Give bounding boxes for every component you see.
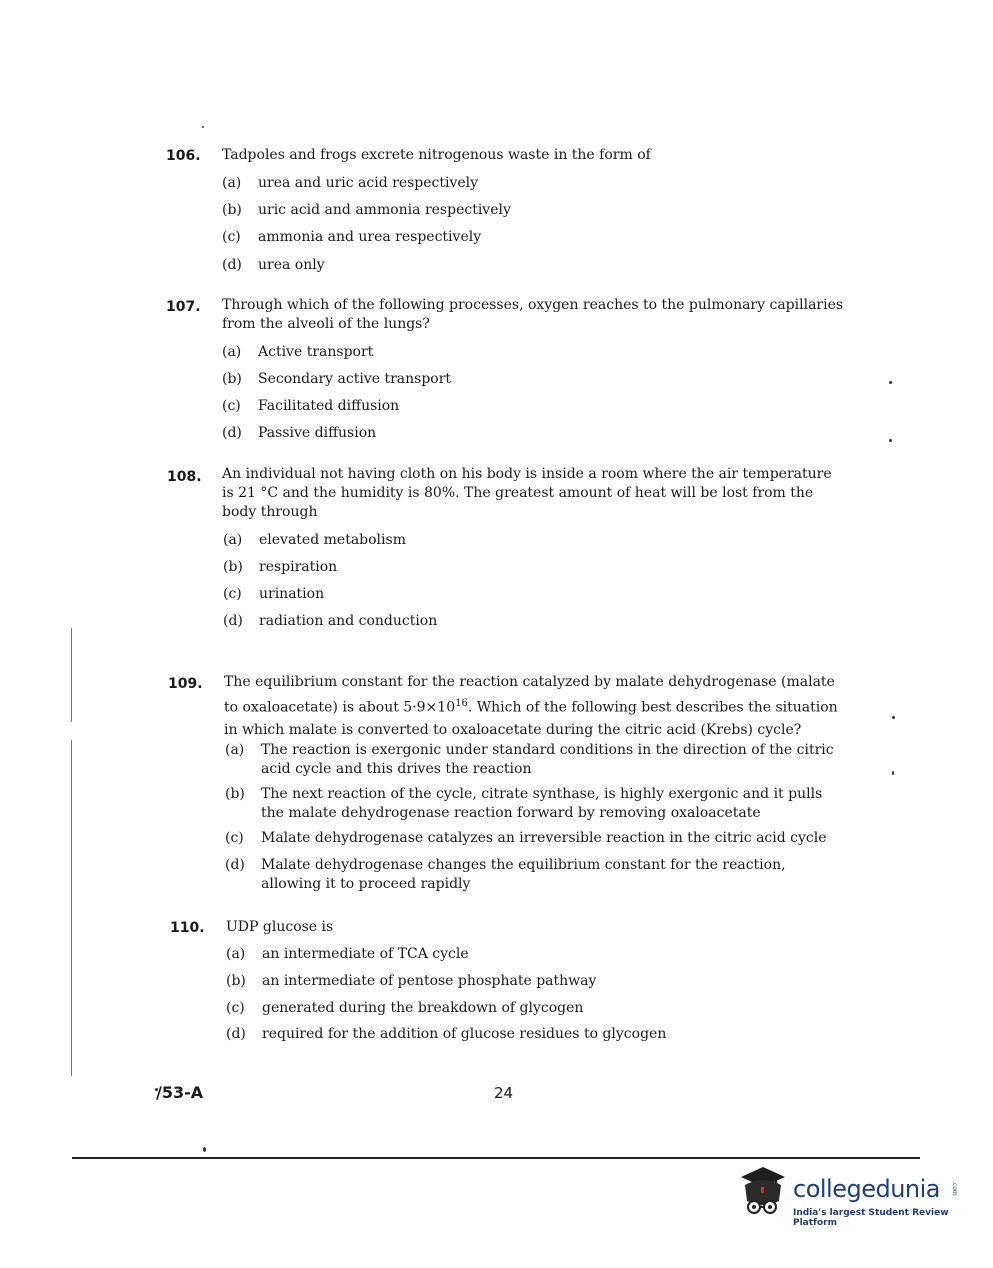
option-label: (d) [222, 425, 242, 441]
option-text: urea and uric acid respectively [258, 175, 479, 191]
margin-line [71, 628, 72, 722]
logo-tagline: India's largest Student Review Platform [793, 1208, 949, 1228]
option-text: respiration [259, 559, 338, 575]
question-number: 106. [166, 148, 201, 164]
option-text: radiation and conduction [259, 613, 438, 629]
question-number: 110. [170, 920, 205, 936]
student-mascot-icon [735, 1163, 791, 1221]
option-label: (c) [226, 1000, 245, 1016]
option-label: (a) [226, 946, 246, 962]
option-text: an intermediate of pentose phosphate pathway [262, 973, 597, 989]
option-text: required for the addition of glucose residues to glycogen [262, 1026, 667, 1042]
scan-speck [889, 439, 892, 442]
option-label: (d) [225, 857, 245, 873]
scan-speck [889, 381, 892, 384]
option-text: ammonia and urea respectively [258, 229, 482, 245]
option-label: (c) [222, 398, 241, 414]
question-number: 108. [167, 469, 202, 485]
option-label: (d) [226, 1026, 246, 1042]
option-label: (b) [222, 371, 242, 387]
option-text: urination [259, 586, 325, 602]
option-text: The next reaction of the cycle, citrate synthase, is highly exergonic and it pulls the malate dehydrogenase reaction forward by removing oxaloacetate [261, 786, 823, 821]
option-text: Malate dehydrogenase changes the equilibrium constant for the reaction, allowing it to proceed rapidly [261, 857, 786, 892]
option-label: (c) [225, 830, 244, 846]
option-label: (a) [222, 175, 242, 191]
logo-wordmark: collegedunia [793, 1175, 941, 1203]
option-label: (b) [223, 559, 243, 575]
option-label: (b) [222, 202, 242, 218]
collegedunia-logo [735, 1163, 965, 1228]
margin-line [71, 740, 72, 1076]
logo-suffix: .com [951, 1181, 958, 1196]
option-label: (a) [222, 344, 242, 360]
option-text: generated during the breakdown of glycogen [262, 1000, 584, 1016]
stem-text: . Which of the following best describes the situation in which malate is converted to oxaloacetate during the citric acid (Krebs) cycle? [224, 699, 838, 738]
paper-code: /53-A [156, 1083, 204, 1102]
question-stem [224, 671, 846, 741]
question-stem: An individual not having cloth on his body is inside a room where the air temperature is 21 °C and the humidity is 80%. The greatest amount of heat will be lost from the body through [222, 466, 832, 520]
question-number: 109. [168, 676, 203, 692]
option-text: uric acid and ammonia respectively [258, 202, 511, 218]
option-label: (a) [223, 532, 243, 548]
option-label: (c) [223, 586, 242, 602]
stem-exponent: 16 [455, 698, 468, 709]
question-stem: Through which of the following processes, oxygen reaches to the pulmonary capillaries from the alveoli of the lungs? [222, 297, 844, 332]
scan-speck [202, 126, 204, 128]
option-label: (c) [222, 229, 241, 245]
option-text: Secondary active transport [258, 371, 452, 387]
question-stem: UDP glucose is [226, 919, 334, 935]
option-label: (a) [225, 742, 245, 758]
question-stem: Tadpoles and frogs excrete nitrogenous waste in the form of [222, 147, 651, 163]
option-text: Passive diffusion [258, 425, 377, 441]
question-number: 107. [166, 299, 201, 315]
footer-rule [72, 1157, 920, 1159]
option-text: urea only [258, 257, 325, 273]
option-text: Active transport [258, 344, 374, 360]
scan-speck [892, 771, 894, 775]
option-text: an intermediate of TCA cycle [262, 946, 469, 962]
option-label: (b) [225, 786, 245, 802]
option-text: The reaction is exergonic under standard conditions in the direction of the citric acid cycle and this drives the reaction [261, 742, 834, 777]
scan-speck [203, 1147, 206, 1152]
option-label: (b) [226, 973, 246, 989]
stem-text: The equilibrium constant for the reaction catalyzed by malate dehydrogenase (malate to oxaloacetate) is about 5·9×10 [224, 674, 835, 716]
option-label: (d) [223, 613, 243, 629]
option-text: Facilitated diffusion [258, 398, 400, 414]
option-text: Malate dehydrogenase catalyzes an irreversible reaction in the citric acid cycle [261, 830, 827, 846]
option-label: (d) [222, 257, 242, 273]
scan-speck [892, 716, 895, 719]
page-number: 24 [494, 1084, 514, 1102]
option-text: elevated metabolism [259, 532, 406, 548]
